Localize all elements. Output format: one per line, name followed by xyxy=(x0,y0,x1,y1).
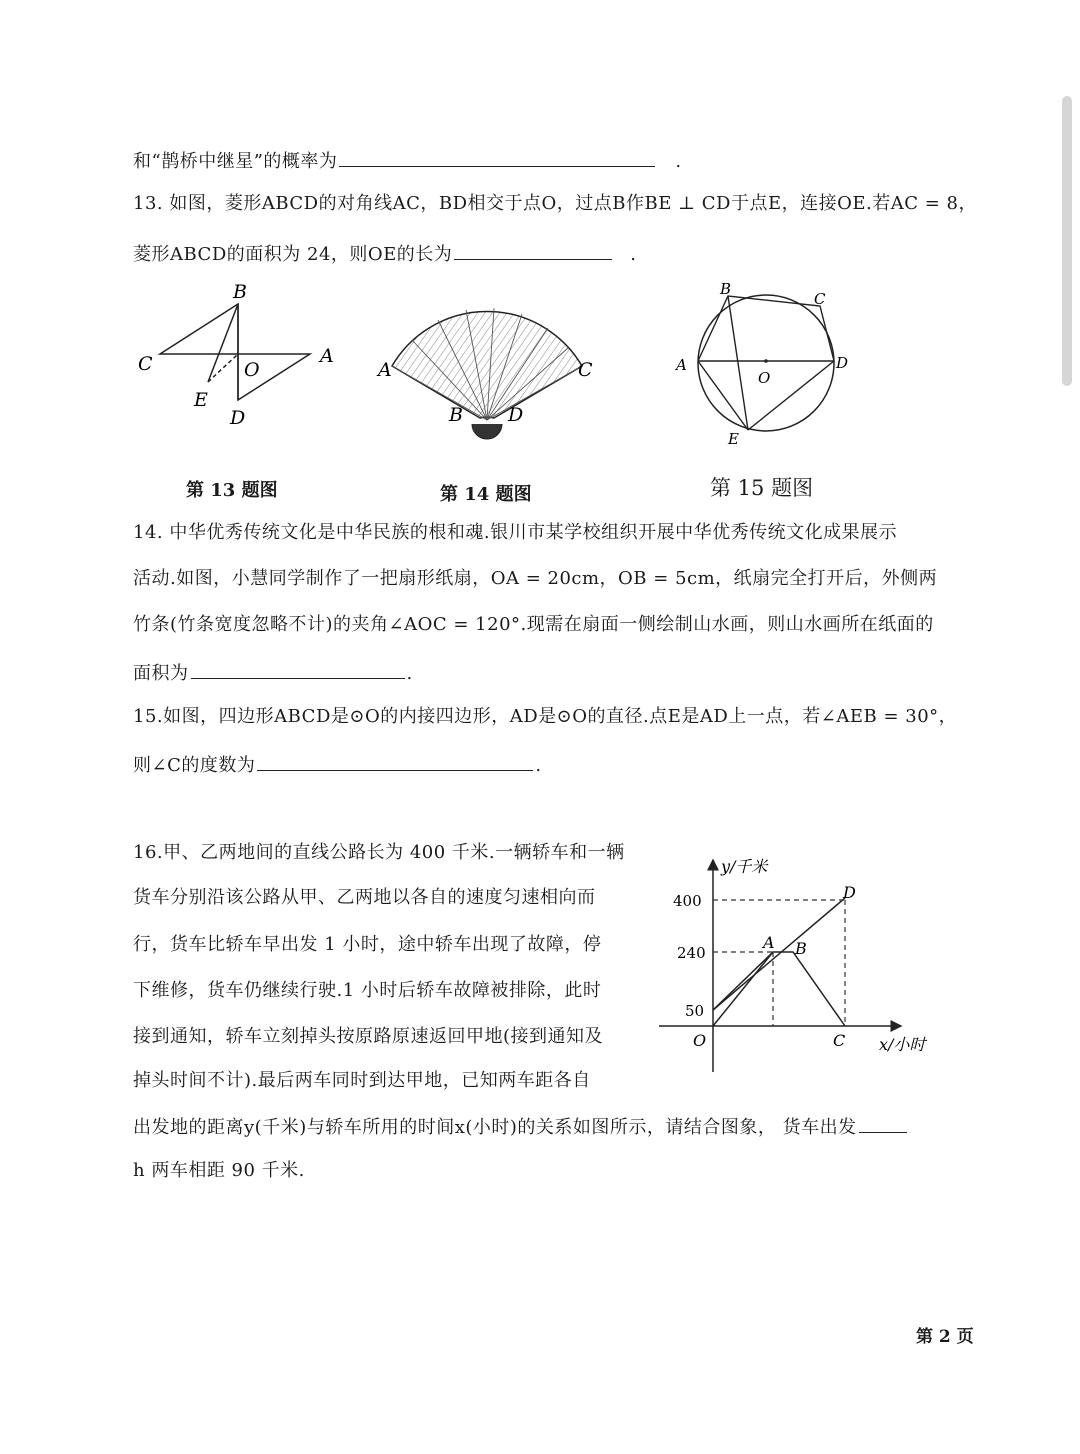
question-16-line: 接到通知，轿车立刻掉头按原路原速返回甲地(接到通知及 xyxy=(133,1026,604,1047)
figure-14 xyxy=(372,296,602,446)
question-14-line: 竹条(竹条宽度忽略不计)的夹角∠AOC = 120°.现需在扇面一侧绘制山水画，则山水画所在纸面的 xyxy=(133,614,934,635)
label-c: C xyxy=(138,353,153,375)
text-line-content: 则∠C的度数为 xyxy=(133,755,256,776)
answer-blank[interactable] xyxy=(191,658,405,679)
point-a-label: A xyxy=(763,933,775,952)
page-number: 第 2 页 xyxy=(916,1327,974,1347)
text-line-content: 出发地的距离y(千米)与轿车所用的时间x(小时)的关系如图所示，请结合图象， 货车出发 xyxy=(133,1117,857,1138)
label-a: A xyxy=(378,359,392,381)
question-16-line: 货车分别沿该公路从甲、乙两地以各自的速度匀速相向而 xyxy=(133,887,596,908)
label-d: D xyxy=(508,404,524,426)
question-14-line: 14. 中华优秀传统文化是中华民族的根和魂.银川市某学校组织开展中华优秀传统文化成果展示 xyxy=(133,522,898,543)
question-15-line: 15.如图，四边形ABCD是⊙O的内接四边形，AD是⊙O的直径.点E是AD上一点，若∠AEB = 30°， xyxy=(133,706,958,727)
label-b: B xyxy=(233,281,247,303)
text-line-end: . xyxy=(535,755,542,776)
question-16-line: 行，货车比轿车早出发 1 小时，途中轿车出现了故障，停 xyxy=(133,934,602,955)
answer-blank[interactable] xyxy=(859,1112,907,1133)
question-16-line: 16.甲、乙两地间的直线公路长为 400 千米.一辆轿车和一辆 xyxy=(133,842,625,863)
caption-figure-14: 第 14 题图 xyxy=(440,484,532,505)
figure-13 xyxy=(130,278,350,438)
question-16-line: h 两车相距 90 千米. xyxy=(133,1160,305,1181)
scrollbar[interactable] xyxy=(1062,96,1072,386)
answer-blank[interactable] xyxy=(454,239,612,260)
text-line-content: 和“鹊桥中继星”的概率为 xyxy=(133,151,338,172)
text-line-end: . xyxy=(630,244,637,265)
origin-label: O xyxy=(693,1031,707,1050)
answer-blank[interactable] xyxy=(257,750,533,771)
label-b: B xyxy=(720,280,732,298)
question-13-line xyxy=(133,239,637,268)
question-15-line xyxy=(133,750,542,779)
label-o: O xyxy=(758,369,771,387)
question-16-line: 下维修，货车仍继续行驶.1 小时后轿车故障被排除，此时 xyxy=(133,980,602,1001)
point-c-label: C xyxy=(833,1031,846,1050)
x-axis-label: x/小时 xyxy=(879,1035,926,1054)
text-line-content: 面积为 xyxy=(133,663,189,684)
label-b: B xyxy=(449,404,463,426)
figure-16 xyxy=(655,850,945,1080)
text-line-end: . xyxy=(675,151,682,172)
question-16-line: 掉头时间不计).最后两车同时到达甲地，已知两车距各自 xyxy=(133,1070,591,1091)
label-d: D xyxy=(230,407,246,429)
label-c: C xyxy=(814,290,826,308)
label-d: D xyxy=(836,354,849,372)
answer-blank[interactable] xyxy=(339,146,655,167)
text-line-content: 菱形ABCD的面积为 24，则OE的长为 xyxy=(133,244,453,265)
caption-figure-15: 第 15 题图 xyxy=(710,476,814,500)
label-o: O xyxy=(244,359,260,381)
label-c: C xyxy=(578,359,593,381)
text-line-end: . xyxy=(406,663,413,684)
question-14-line xyxy=(133,658,413,687)
tick-label-50: 50 xyxy=(685,1002,705,1020)
caption-figure-13: 第 13 题图 xyxy=(186,480,278,501)
question-14-line: 活动.如图，小慧同学制作了一把扇形纸扇，OA = 20cm，OB = 5cm，纸扇完全打开后，外侧两 xyxy=(133,568,938,589)
question-16-line xyxy=(133,1112,909,1141)
question-13-line: 13. 如图，菱形ABCD的对角线AC，BD相交于点O，过点B作BE ⊥ CD于点E，连接OE.若AC = 8， xyxy=(133,193,977,214)
label-e: E xyxy=(728,430,739,448)
label-e: E xyxy=(194,389,208,411)
y-axis-label: y/千米 xyxy=(721,857,768,876)
label-a: A xyxy=(676,356,687,374)
point-b-label: B xyxy=(795,939,807,958)
figure-15 xyxy=(670,278,860,450)
label-a: A xyxy=(320,345,334,367)
point-d-label: D xyxy=(843,883,856,902)
text-line xyxy=(133,146,682,175)
tick-label-400: 400 xyxy=(673,892,702,910)
tick-label-240: 240 xyxy=(677,944,706,962)
